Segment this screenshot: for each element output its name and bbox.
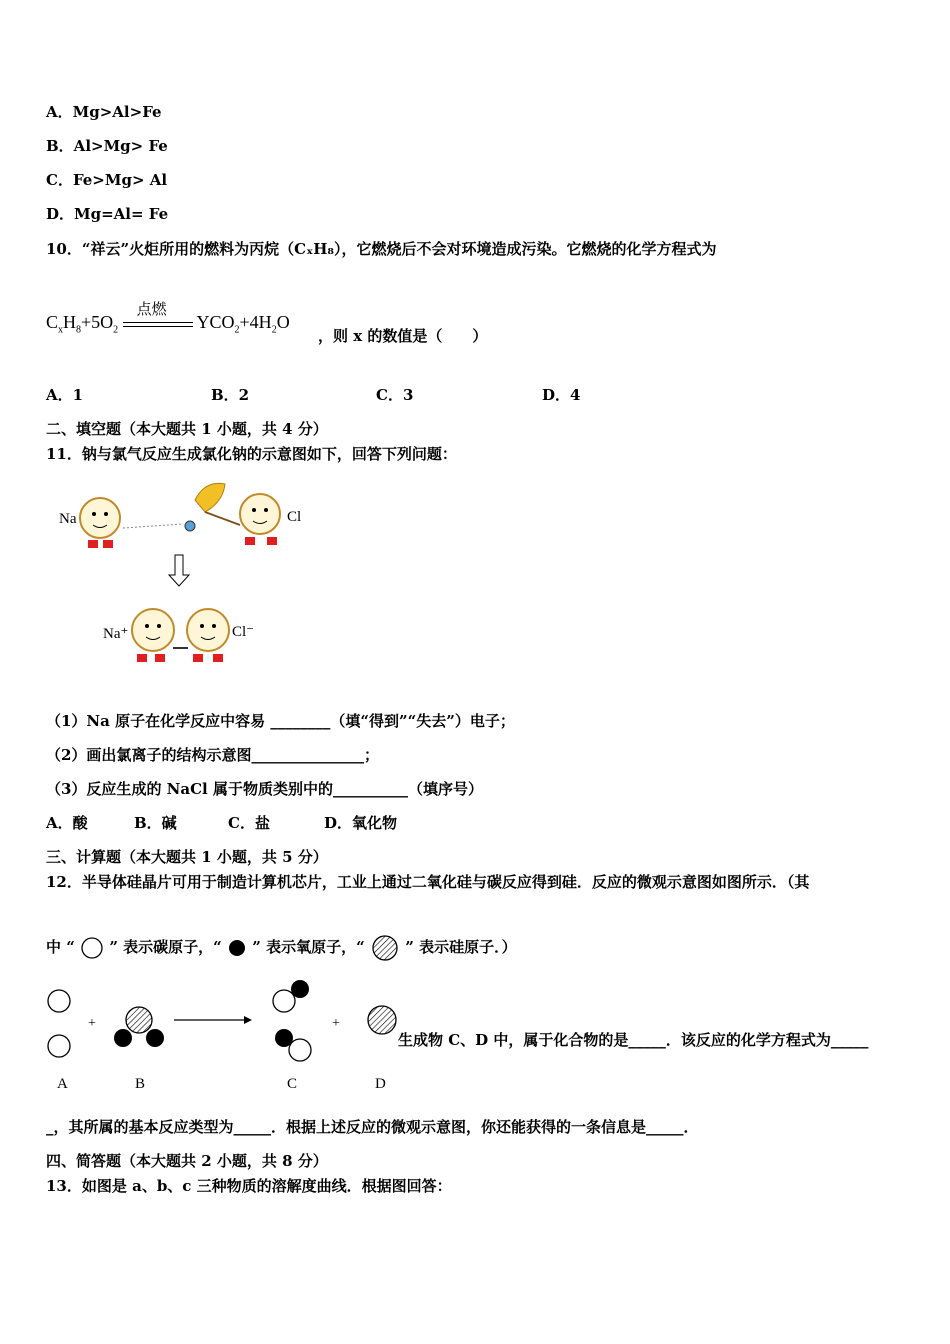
particle-b-o2 [146,1029,164,1047]
q13-stem: 13．如图是 a、b、c 三种物质的溶解度曲线．根据图回答： [46,1177,452,1195]
section4-heading: 四、简答题（本大题共 2 小题，共 8 分） [46,1152,328,1170]
q11-sub3: （3）反应生成的 NaCl 属于物质类别中的__________（填序号） [46,780,483,798]
particle-c1-o [291,980,309,998]
svg-text:+: + [88,1016,96,1031]
particle-b-o1 [114,1029,132,1047]
q9-option-c: C．Fe>Mg> Al [46,171,168,189]
carbon-atom-icon [80,937,104,959]
q10-option-a: A．1 [46,386,84,404]
silicon-atom-icon [370,934,400,962]
q9-option-d: D．Mg=Al= Fe [46,205,169,223]
oxygen-atom-icon [227,938,247,958]
q11-stem: 11．钠与氯气反应生成氯化钠的示意图如下，回答下列问题： [46,445,457,463]
reaction-particles [44,978,404,1098]
q10-question: ，则 x 的数值是（ ） [318,327,488,345]
label-cl-ion: Cl⁻ [232,624,255,640]
q11-option-b: B．碱 [134,814,177,832]
particle-a-bottom [48,1035,70,1057]
section2-heading: 二、填空题（本大题共 1 小题，共 4 分） [46,420,328,438]
q9-option-b: B．Al>Mg> Fe [46,137,168,155]
label-a: A [57,1076,68,1092]
na-ion-figure [132,609,174,662]
q11-option-a: A．酸 [46,814,88,832]
label-d: D [375,1076,386,1092]
particle-b-si [126,1007,152,1033]
label-c: C [287,1076,298,1092]
section3-heading: 三、计算题（本大题共 1 小题，共 5 分） [46,848,328,866]
label-na-ion: Na⁺ [103,626,129,642]
q10-condition: 点燃 [136,301,167,318]
q11-sub2: （2）画出氯离子的结构示意图_______________； [46,746,379,764]
q10-option-d: D．4 [542,386,581,404]
reaction-micro-diagram [44,978,404,1098]
q10-equation: $C_xH_8+5O_2$ 点燃 $YCO_2+4H_2O$ [46,312,290,336]
q10-option-c: C．3 [376,386,414,404]
q11-option-d: D．氧化物 [324,814,398,832]
label-cl: Cl [287,509,302,525]
na-atom-figure [80,498,120,548]
q12-continuation: _，其所属的基本反应类型为_____．根据上述反应的微观示意图，你还能获得的一条信息是_____． [46,1118,699,1136]
q12-inline-text: 生成物 C、D 中，属于化合物的是_____．该反应的化学方程式为_____ [398,1031,869,1049]
q10-option-b: B．2 [211,386,250,404]
particle-a-top [48,990,70,1012]
particle-c1-c [273,990,295,1012]
q11-sub1: （1）Na 原子在化学反应中容易 ________（填“得到”“失去”）电子； [46,712,515,730]
cl-atom-figure [240,494,280,545]
q9-option-a: A．Mg>Al>Fe [46,103,162,121]
q11-option-c: C．盐 [228,814,270,832]
sodium-chlorine-diagram [55,480,315,680]
label-b: B [135,1076,146,1092]
svg-text:+: + [332,1016,340,1031]
particle-d-si [368,1006,396,1034]
q12-legend: 中 “ ” 表示碳原子，“ ” 表示氧原子，“ ” 表示硅原子．） [46,934,646,962]
cl-ion-figure [187,609,229,662]
q10-stem: 10．“祥云”火炬所用的燃料为丙烷（CₓH₈），它燃烧后不会对环境造成污染。它燃烧的化学方程式为 [46,240,717,258]
reaction-illustration [55,480,315,680]
q12-stem: 12．半导体硅晶片可用于制造计算机芯片，工业上通过二氧化硅与碳反应得到硅．反应的微观示意图如图所示．（其 [46,873,810,891]
label-na: Na [59,511,77,527]
particle-c2-c [289,1039,311,1061]
